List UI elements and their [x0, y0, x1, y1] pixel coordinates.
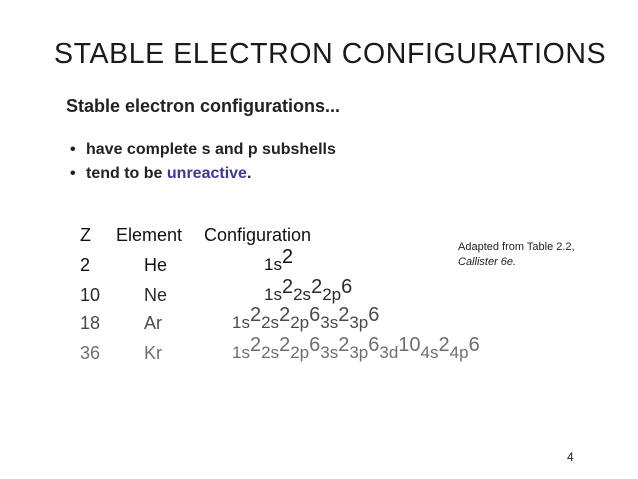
- bullet-dot: •: [70, 141, 76, 158]
- source-note-line: Adapted from Table 2.2,: [458, 241, 575, 253]
- orbital-electron-count: 2: [249, 334, 262, 356]
- orbital-term: 3p: [349, 313, 369, 332]
- table-row: [0, 334, 638, 368]
- slide-subtitle: Stable electron configurations...: [66, 96, 341, 116]
- orbital-term: 1s: [232, 313, 250, 332]
- element-symbol: Kr: [144, 343, 162, 363]
- slide-title: STABLE ELECTRON CONFIGURATIONS: [54, 38, 607, 70]
- orbital-electron-count: 6: [341, 276, 353, 298]
- atomic-number: 10: [80, 285, 101, 305]
- bullet-list: [70, 138, 336, 186]
- orbital-term: 3p: [349, 343, 369, 362]
- source-note-book: Callister 6e.: [458, 256, 517, 268]
- bullet-item: [70, 138, 336, 162]
- orbital-electron-count: 6: [368, 334, 380, 356]
- orbital-electron-count: 2: [311, 276, 323, 298]
- orbital-term: 3s: [320, 313, 339, 332]
- orbital-term: 2p: [322, 285, 342, 304]
- header-z: Z: [80, 225, 91, 245]
- source-note: [458, 240, 575, 270]
- highlight-word: unreactive: [166, 165, 247, 182]
- orbital-electron-count: 2: [338, 334, 350, 356]
- orbital-term: 4s: [420, 343, 439, 362]
- orbital-term: 3s: [320, 343, 339, 362]
- orbital-term: 1s: [264, 285, 282, 304]
- electron-configuration: [232, 334, 480, 368]
- orbital-term: 1s: [264, 255, 282, 274]
- orbital-term: 2s: [261, 343, 280, 362]
- orbital-electron-count: 6: [309, 334, 321, 356]
- orbital-electron-count: 2: [249, 304, 262, 326]
- element-symbol: Ar: [144, 313, 162, 333]
- bullet-text-suffix: .: [246, 165, 252, 182]
- orbital-electron-count: 2: [438, 334, 450, 356]
- orbital-electron-count: 2: [281, 276, 294, 298]
- atomic-number: 36: [80, 343, 101, 363]
- page-number: 4: [567, 450, 574, 464]
- atomic-number: 18: [80, 313, 101, 333]
- header-element: Element: [116, 225, 183, 245]
- orbital-electron-count: 6: [309, 304, 321, 326]
- orbital-term: 2s: [293, 285, 312, 304]
- bullet-text: tend to be: [86, 165, 167, 182]
- orbital-term: 2p: [290, 343, 310, 362]
- orbital-term: 1s: [232, 343, 250, 362]
- atomic-number: 2: [80, 255, 91, 275]
- bullet-dot: •: [70, 165, 76, 182]
- element-symbol: Ne: [144, 285, 168, 305]
- orbital-electron-count: 6: [468, 334, 480, 356]
- orbital-term: 3d: [379, 343, 399, 362]
- orbital-electron-count: 2: [281, 246, 294, 268]
- orbital-electron-count: 2: [338, 304, 350, 326]
- orbital-electron-count: 6: [368, 304, 380, 326]
- orbital-term: 4p: [449, 343, 469, 362]
- bullet-text: have complete s and p subshells: [86, 141, 336, 158]
- orbital-term: 2p: [290, 313, 310, 332]
- orbital-term: 2s: [261, 313, 280, 332]
- header-configuration: Configuration: [204, 225, 312, 245]
- orbital-electron-count: 10: [398, 334, 421, 356]
- orbital-electron-count: 2: [279, 304, 291, 326]
- element-symbol: He: [144, 255, 168, 275]
- bullet-item: [70, 162, 336, 186]
- orbital-electron-count: 2: [279, 334, 291, 356]
